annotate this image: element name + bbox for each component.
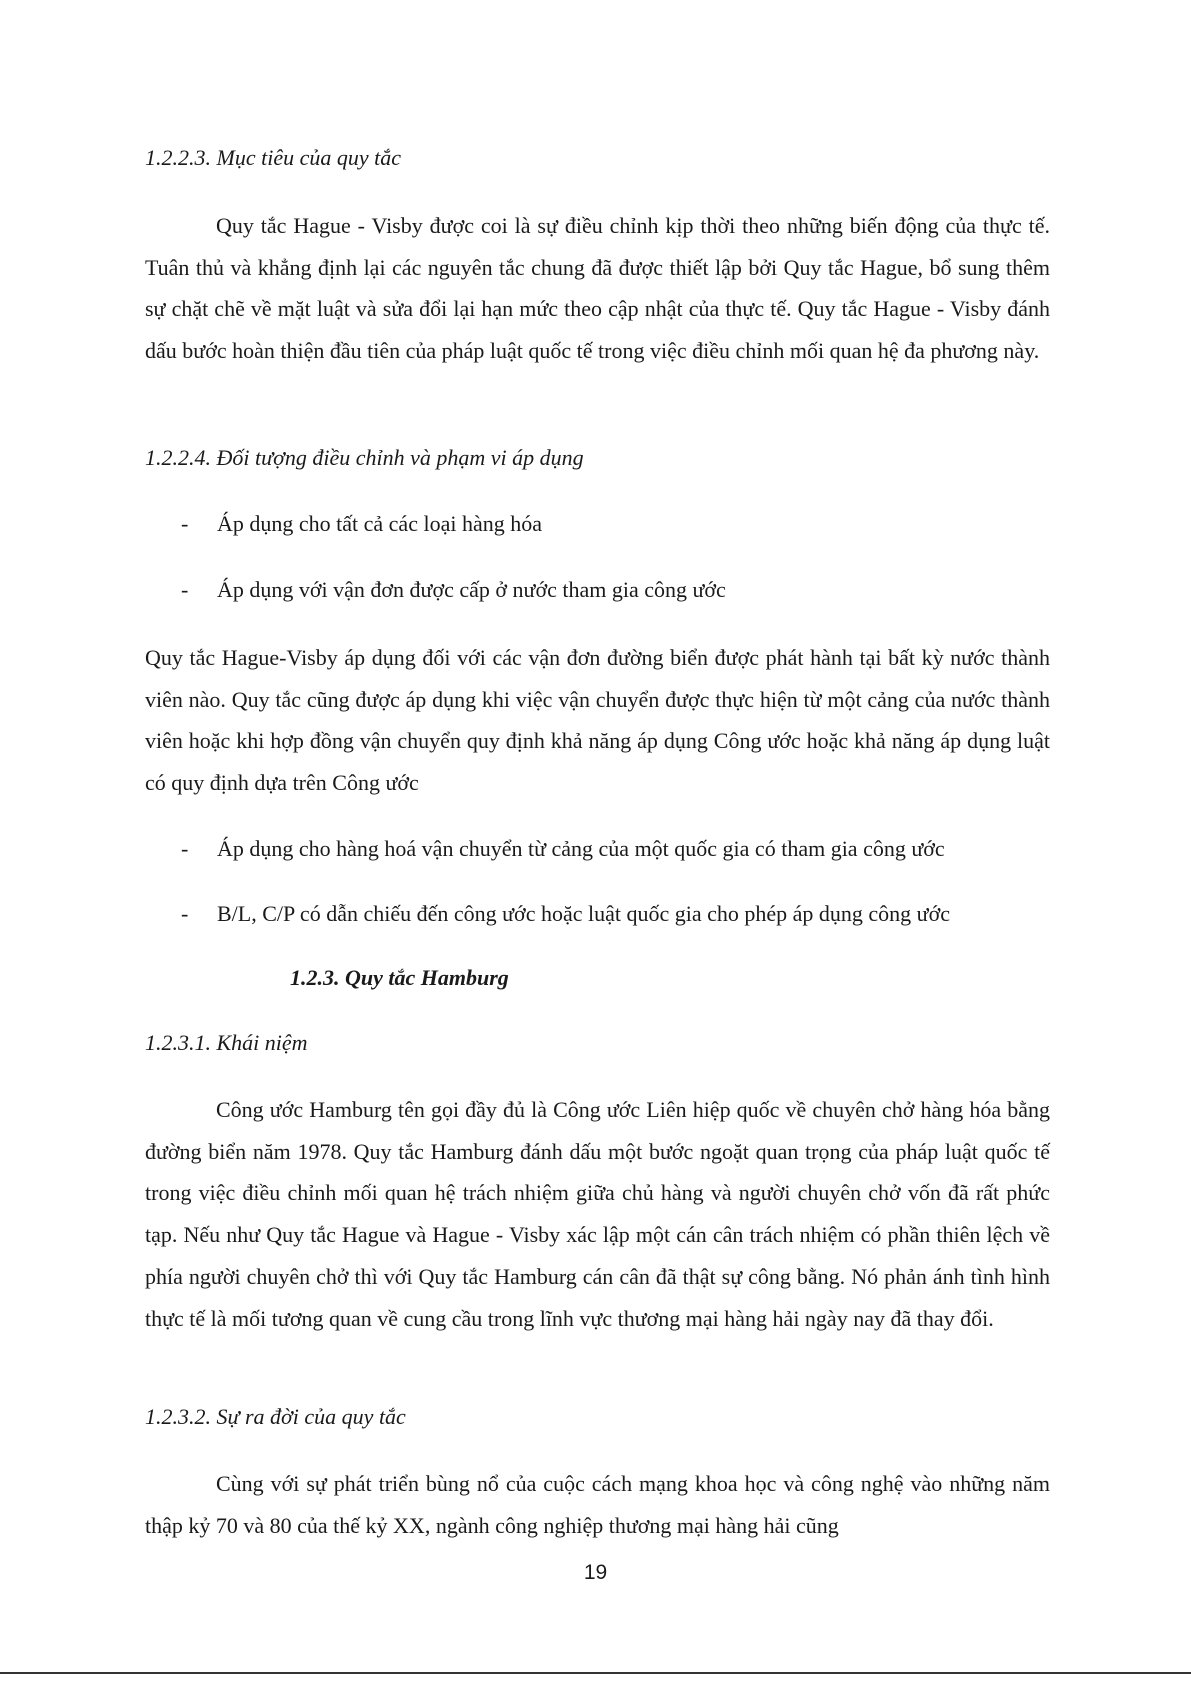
bullet-item: Áp dụng cho tất cả các loại hàng hóa [217, 511, 542, 536]
bottom-divider [0, 1672, 1191, 1674]
bullet-dash: - [181, 511, 189, 536]
heading-1-2-3-1: 1.2.3.1. Khái niệm [145, 1030, 308, 1055]
paragraph-objectives: Quy tắc Hague - Visby được coi là sự điều chỉnh kịp thời theo những biến động của thực tế. Tuân thủ và khẳng định lại các nguyên tắc chung đã được thiết lập bởi Quy tắc Hague, bổ sung thêm sự chặt chẽ về mặt luật và sửa đổi lại hạn mức theo cập nhật của thực tế. Quy tắc Hague - Visby đánh dấu bước hoàn thiện đầu tiên của pháp luật quốc tế trong việc điều chỉnh mối quan hệ đa phương này. [145, 213, 1050, 364]
paragraph-concept: Công ước Hamburg tên gọi đầy đủ là Công ước Liên hiệp quốc về chuyên chở hàng hóa bằng đường biển năm 1978. Quy tắc Hamburg đánh dấu một bước ngoặt quan trọng của pháp luật quốc tế trong việc điều chỉnh mối quan hệ trách nhiệm giữa chủ hàng và người chuyên chở vốn đã rất phức tạp. Nếu như Quy tắc Hague và Hague - Visby xác lập một cán cân trách nhiệm có phần thiên lệch về phía người chuyên chở thì với Quy tắc Hamburg cán cân đã thật sự công bằng. Nó phản ánh tình hình thực tế là mối tương quan về cung cầu trong lĩnh vực thương mại hàng hải ngày nay đã thay đổi. [145, 1097, 1050, 1331]
bullet-item: Áp dụng với vận đơn được cấp ở nước tham gia công ước [217, 577, 726, 602]
paragraph-origin: Cùng với sự phát triển bùng nổ của cuộc cách mạng khoa học và công nghệ vào những năm thập kỷ 70 và 80 của thế kỷ XX, ngành công nghiệp thương mại hàng hải cũng [145, 1471, 1050, 1538]
heading-1-2-2-3: 1.2.2.3. Mục tiêu của quy tắc [145, 145, 401, 170]
bullet-item: B/L, C/P có dẫn chiếu đến công ước hoặc luật quốc gia cho phép áp dụng công ước [217, 901, 950, 926]
page-number: 19 [583, 1561, 608, 1584]
heading-1-2-3: 1.2.3. Quy tắc Hamburg [290, 965, 509, 990]
bullet-dash: - [181, 577, 189, 602]
bullet-dash: - [181, 901, 189, 926]
bullet-item: Áp dụng cho hàng hoá vận chuyển từ cảng của một quốc gia có tham gia công ước [217, 836, 945, 861]
heading-1-2-3-2: 1.2.3.2. Sự ra đời của quy tắc [145, 1404, 406, 1429]
paragraph-scope: Quy tắc Hague-Visby áp dụng đối với các vận đơn đường biển được phát hành tại bất kỳ nước thành viên nào. Quy tắc cũng được áp dụng khi việc vận chuyển được thực hiện từ một cảng của nước thành viên hoặc khi hợp đồng vận chuyển quy định khả năng áp dụng Công ước hoặc khả năng áp dụng luật có quy định dựa trên Công ước [145, 645, 1050, 796]
bullet-dash: - [181, 836, 189, 861]
heading-1-2-2-4: 1.2.2.4. Đối tượng điều chỉnh và phạm vi áp dụng [145, 445, 584, 470]
